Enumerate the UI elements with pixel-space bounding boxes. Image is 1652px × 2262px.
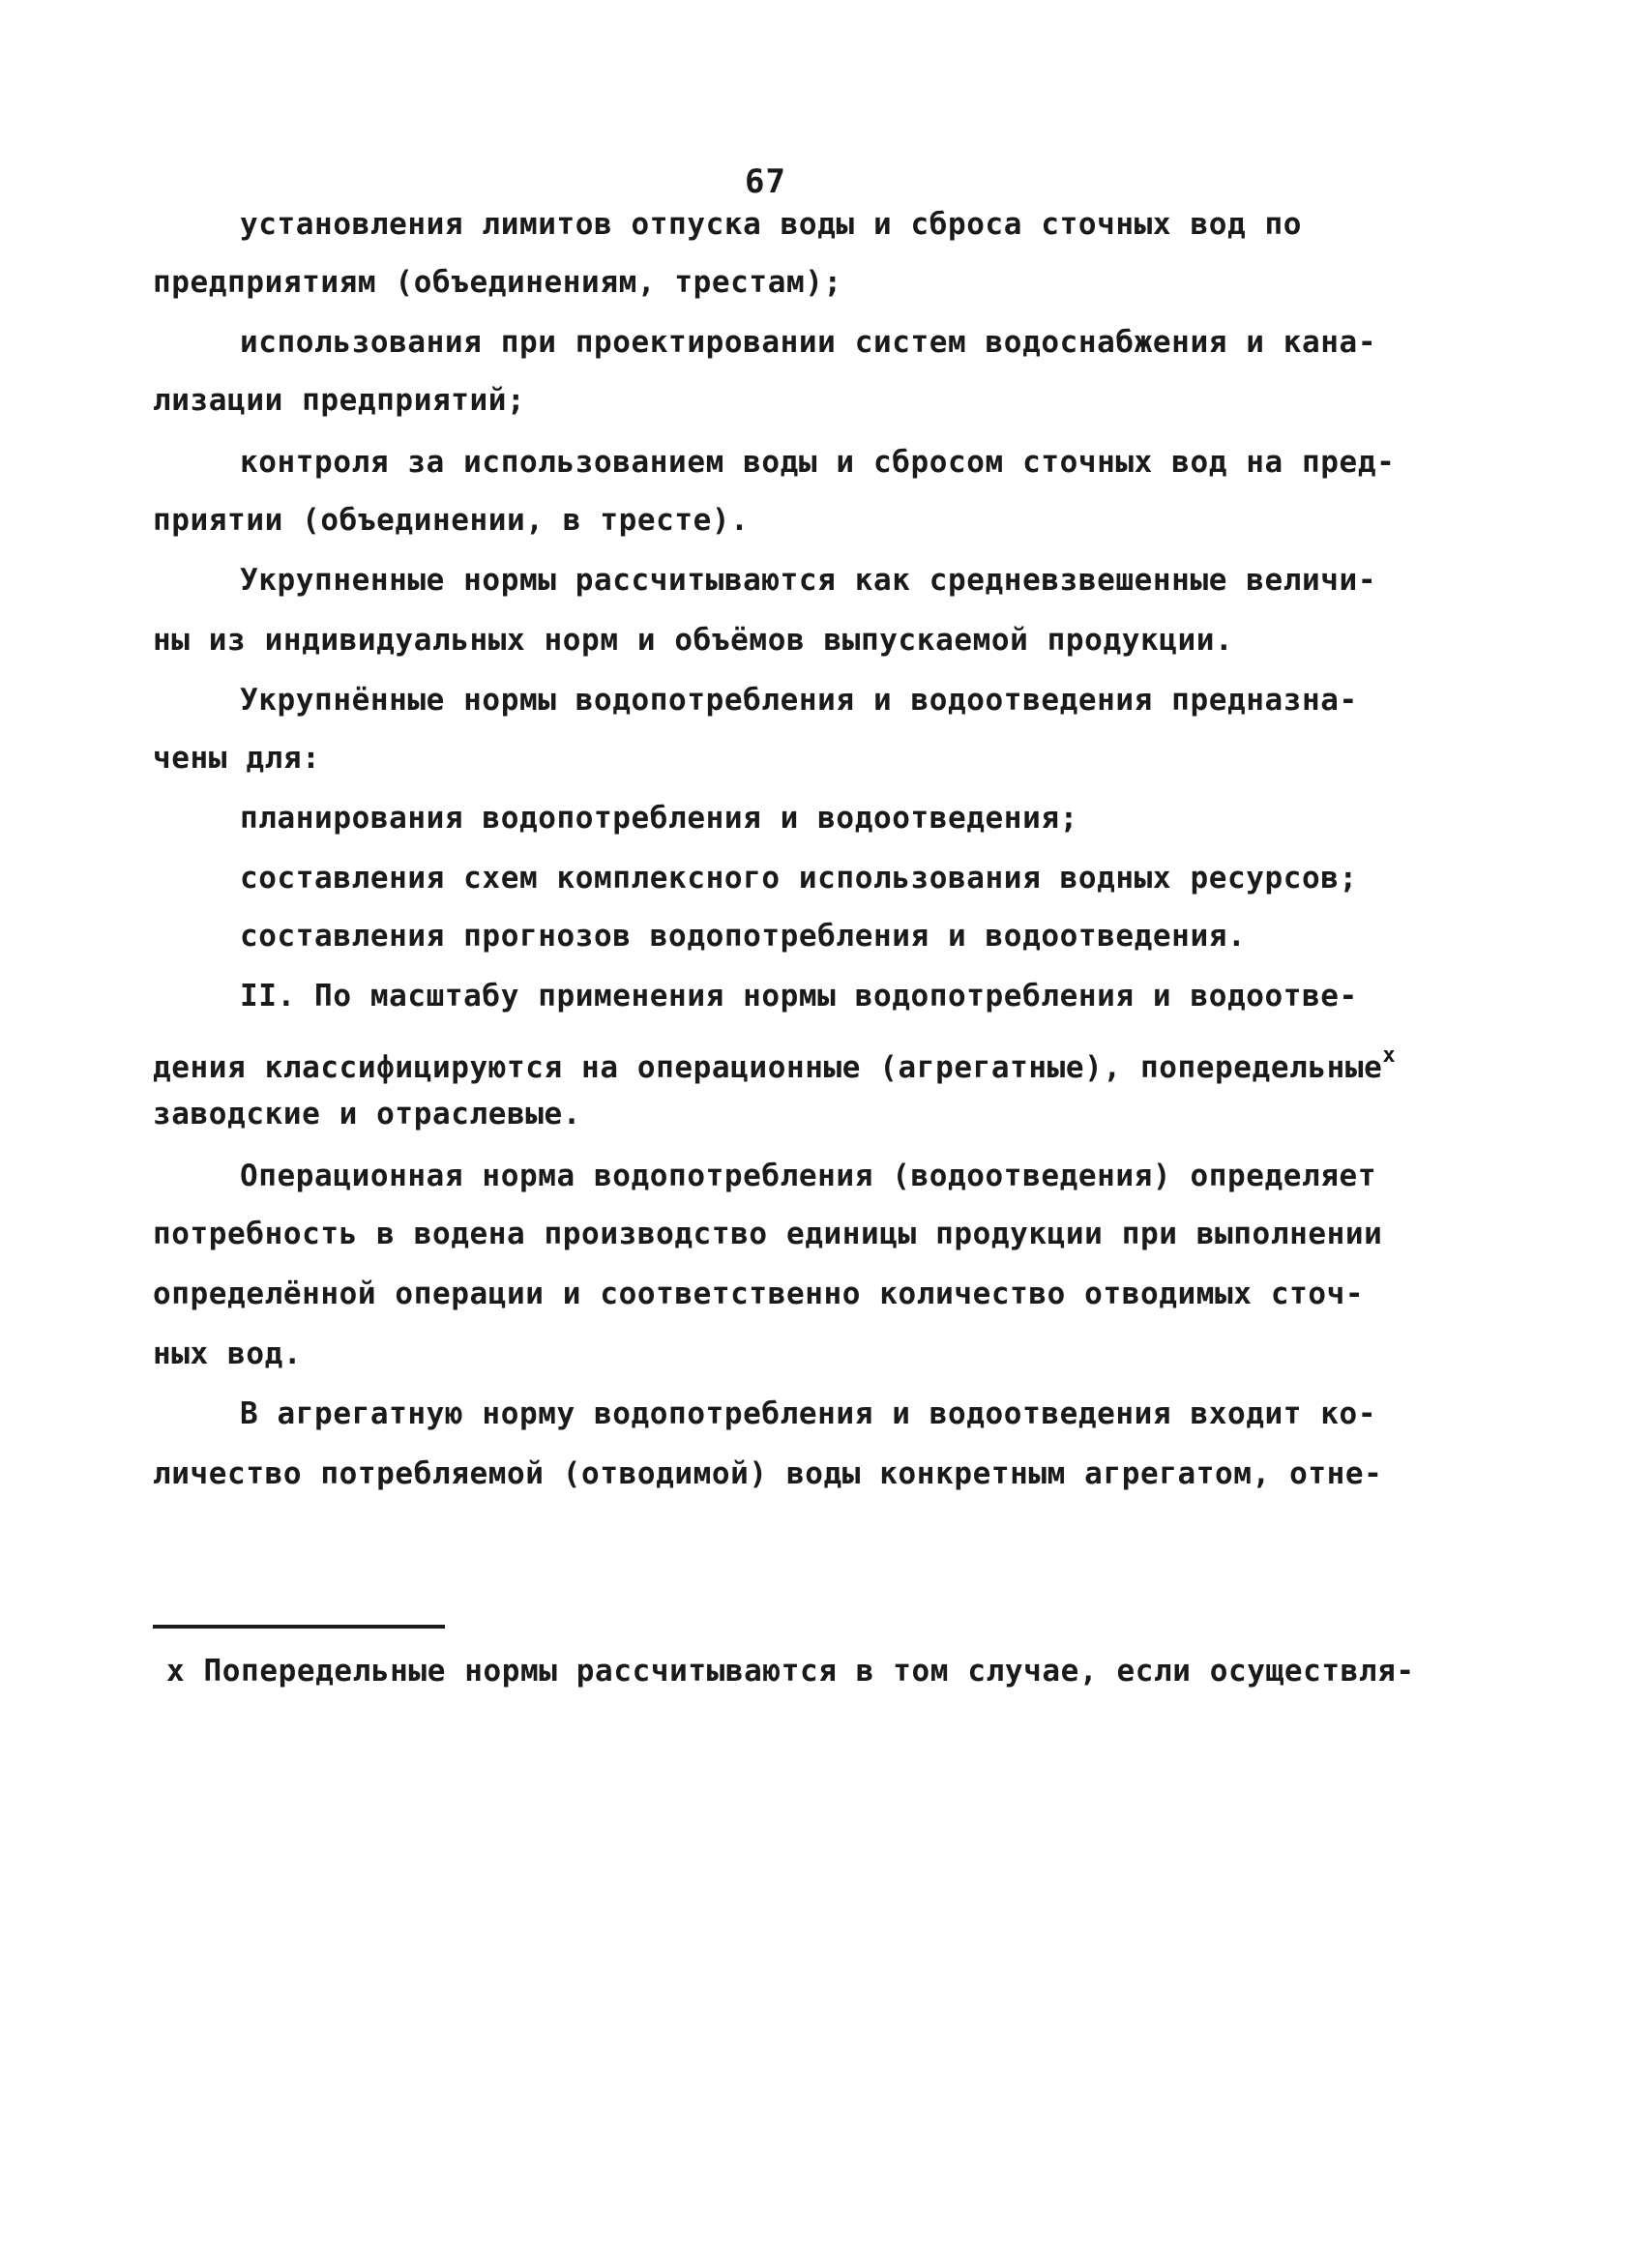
text-line: ных вод. [153, 1337, 303, 1371]
footnote-marker: х [1382, 1043, 1397, 1068]
text-line: определённой операции и соответственно количество отводимых сточ- [153, 1277, 1365, 1311]
text-line: составления схем комплексного использования водных ресурсов; [240, 861, 1358, 896]
text-line: предприятиям (объединениям, трестам); [153, 265, 842, 300]
text-line: Укрупнённые нормы водопотребления и водоотведения предназна- [240, 683, 1358, 718]
text-line [153, 1037, 1396, 1087]
text-line: лизации предприятий; [153, 383, 526, 418]
text-line: установления лимитов отпуска воды и сброса сточных вод по [240, 207, 1303, 242]
text-line: В агрегатную норму водопотребления и водоотведения входит ко- [240, 1396, 1377, 1431]
text-line: потребность в водена производство единицы продукции при выполнении [153, 1217, 1383, 1251]
text-line: ны из индивидуальных норм и объёмов выпускаемой продукции. [153, 623, 1234, 658]
text-line-content: дения классифицируются на операционные (агрегатные), попередельные [153, 1050, 1383, 1085]
footnote-divider [153, 1625, 445, 1629]
text-line: использования при проектировании систем водоснабжения и кана- [240, 325, 1377, 360]
text-line: Операционная норма водопотребления (водоотведения) определяет [240, 1159, 1377, 1193]
text-line: II. По масштабу применения нормы водопотребления и водоотве- [240, 979, 1358, 1013]
text-line: личество потребляемой (отводимой) воды конкретным агрегатом, отне- [153, 1456, 1383, 1491]
footnote-text: х Попередельные нормы рассчитываются в том случае, если осуществля- [166, 1654, 1415, 1689]
text-line: чены для: [153, 741, 321, 776]
text-line: планирования водопотребления и водоотведения; [240, 801, 1078, 836]
text-line: составления прогнозов водопотребления и водоотведения. [240, 919, 1247, 954]
text-line: заводские и отраслевые. [153, 1097, 582, 1131]
text-line: контроля за использованием воды и сбросом сточных вод на пред- [240, 445, 1396, 480]
text-line: приятии (объединении, в тресте). [153, 503, 750, 538]
page-number: 67 [745, 162, 786, 201]
text-line: Укрупненные нормы рассчитываются как средневзвешенные величи- [240, 563, 1377, 598]
